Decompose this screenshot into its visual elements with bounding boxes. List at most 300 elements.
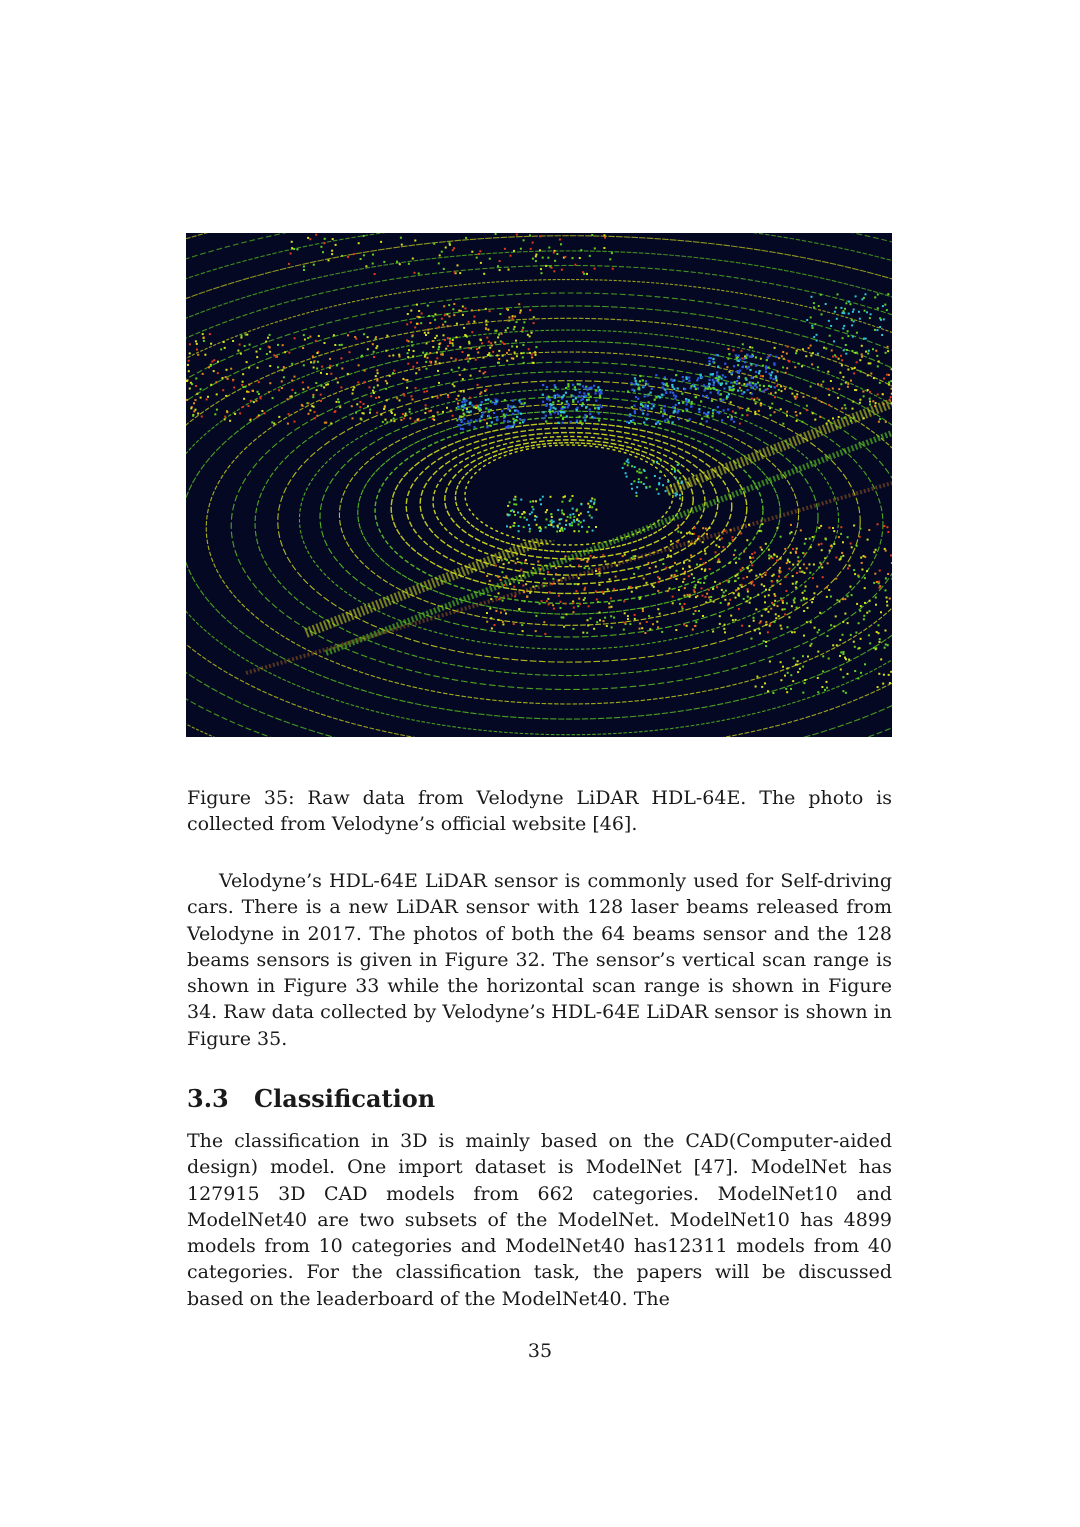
point [847,536,849,538]
point [732,536,734,538]
point [457,403,459,405]
vehicle-point [565,392,567,394]
point [763,640,765,642]
point [691,533,693,535]
point [675,629,677,631]
point [293,248,295,250]
point [888,674,890,676]
vehicle-point [710,392,712,394]
point [887,346,889,348]
point [464,368,466,370]
tree-point [581,526,583,528]
point [555,567,557,569]
point [751,347,753,349]
point [747,567,749,569]
point [229,420,231,422]
point [830,325,832,327]
point [370,395,372,397]
point [831,350,833,352]
point [753,584,755,586]
point [868,634,870,636]
point [511,357,513,359]
vehicle-point [520,413,522,415]
point [879,326,881,328]
point [803,635,805,637]
point [749,602,751,604]
point [844,598,846,600]
point [723,628,725,630]
point [876,355,878,357]
vehicle-point [599,397,601,399]
point [593,556,595,558]
point [321,366,323,368]
vehicle-point [485,407,487,409]
point [572,257,574,259]
point [874,405,876,407]
vehicle-point [688,377,690,379]
vehicle-point [745,384,747,386]
point [869,600,871,602]
point [535,354,537,356]
point [291,247,293,249]
point [489,258,491,260]
point [866,612,868,614]
point [804,543,806,545]
point [765,621,767,623]
point [853,417,855,419]
point [776,580,778,582]
point [891,388,893,390]
point [655,566,657,568]
vehicle-point [728,353,730,355]
vehicle-point [589,413,591,415]
tree-point [680,482,682,484]
point [407,352,409,354]
point [322,251,324,253]
point [291,389,293,391]
point [709,568,711,570]
tree-point [679,498,681,500]
point [394,414,396,416]
point [842,621,844,623]
point [449,244,451,246]
point [424,332,426,334]
vehicle-point [575,397,577,399]
vehicle-point [716,389,718,391]
point [762,375,764,377]
point [610,615,612,617]
tree-point [669,493,671,495]
vehicle-point [737,359,739,361]
point [756,397,758,399]
point [468,347,470,349]
vehicle-point [463,414,465,416]
vehicle-point [595,392,597,394]
point [858,622,860,624]
point [509,583,511,585]
point [584,589,586,591]
tree-point [659,471,661,473]
point [535,260,537,262]
point [864,310,866,312]
point [843,349,845,351]
point [693,589,695,591]
point [412,366,414,368]
point [861,562,863,564]
point [495,565,497,567]
point [544,578,546,580]
point [573,611,575,613]
tree-point [639,468,641,470]
vehicle-point [681,393,683,395]
point [806,409,808,411]
point [791,531,793,533]
point [719,615,721,617]
point [458,367,460,369]
vehicle-point [632,419,634,421]
point [312,396,314,398]
vehicle-point [684,388,686,390]
vehicle-point [669,416,671,418]
point [259,348,261,350]
point [475,407,477,409]
point [444,339,446,341]
point [851,594,853,596]
vehicle-point [695,388,697,390]
point [507,327,509,329]
vehicle-point [729,386,731,388]
point [363,333,365,335]
point [658,581,660,583]
vehicle-point [563,394,565,396]
point [469,358,471,360]
point [870,373,872,375]
point [569,565,571,567]
point [752,581,754,583]
vehicle-point [581,405,583,407]
point [463,391,465,393]
point [243,398,245,400]
point [553,608,555,610]
point [845,353,847,355]
point [386,382,388,384]
point [474,316,476,318]
point [863,417,865,419]
point [548,247,550,249]
point [438,382,440,384]
point [399,399,401,401]
point [487,354,489,356]
point [781,628,783,630]
point [456,398,458,400]
point [429,352,431,354]
point [627,615,629,617]
vehicle-point [672,421,674,423]
point [882,393,884,395]
point [516,558,518,560]
tree-point [628,462,630,464]
point [728,348,730,350]
point [532,586,534,588]
point [417,316,419,318]
vehicle-point [496,416,498,418]
point [878,581,880,583]
vehicle-point [470,419,472,421]
vehicle-point [577,383,579,385]
point [737,594,739,596]
point [514,316,516,318]
point [852,336,854,338]
vehicle-point [704,389,706,391]
point [206,398,208,400]
point [878,632,880,634]
point [753,620,755,622]
tree-point [550,513,552,515]
point [795,551,797,553]
point [657,590,659,592]
point [817,366,819,368]
vehicle-point [510,425,512,427]
tree-point [631,465,633,467]
point [873,377,875,379]
point [735,597,737,599]
vehicle-point [481,401,483,403]
vehicle-point [750,363,752,365]
point [383,408,385,410]
point [331,253,333,255]
point [439,362,441,364]
vehicle-point [491,401,493,403]
point [796,393,798,395]
point [873,647,875,649]
point [741,586,743,588]
point [750,569,752,571]
point [667,590,669,592]
point [406,387,408,389]
point [353,253,355,255]
tree-point [526,519,528,521]
point [275,356,277,358]
point [314,417,316,419]
point [252,390,254,392]
point [833,530,835,532]
point [838,388,840,390]
point [455,358,457,360]
point [787,667,789,669]
point [838,601,840,603]
vehicle-point [664,413,666,415]
point [503,343,505,345]
point [762,365,764,367]
point [818,567,820,569]
point [740,390,742,392]
point [820,525,822,527]
point [792,564,794,566]
tree-point [569,523,571,525]
point [522,585,524,587]
point [790,688,792,690]
vehicle-point [677,410,679,412]
point [451,369,453,371]
point [839,639,841,641]
point [826,687,828,689]
vehicle-point [566,415,568,417]
point [660,559,662,561]
vehicle-point [553,390,555,392]
point [818,629,820,631]
point [643,578,645,580]
point [551,583,553,585]
point [826,681,828,683]
point [861,356,863,358]
vehicle-point [589,408,591,410]
vehicle-point [687,420,689,422]
point [191,383,193,385]
vehicle-point [563,411,565,413]
point [485,328,487,330]
point [317,361,319,363]
point [787,672,789,674]
vehicle-point [585,406,587,408]
point [347,256,349,258]
vehicle-point [672,392,674,394]
point [773,553,775,555]
point [845,658,847,660]
point [754,552,756,554]
point [315,340,317,342]
point [761,576,763,578]
point [826,596,828,598]
point [877,686,879,688]
point [215,381,217,383]
point [706,593,708,595]
point [802,348,804,350]
point [495,610,497,612]
point [842,676,844,678]
vehicle-point [545,420,547,422]
point [399,356,401,358]
point [189,388,191,390]
point [244,386,246,388]
point [746,600,748,602]
point [631,591,633,593]
vehicle-point [495,399,497,401]
vehicle-point [599,395,601,397]
point [829,335,831,337]
vehicle-point [696,379,698,381]
point [718,558,720,560]
point [530,248,532,250]
vehicle-point [749,355,751,357]
point [208,366,210,368]
point [200,397,202,399]
vehicle-point [744,361,746,363]
point [886,597,888,599]
point [689,596,691,598]
point [884,304,886,306]
point [879,382,881,384]
point [267,337,269,339]
point [468,354,470,356]
point [876,329,878,331]
point [786,367,788,369]
point [599,575,601,577]
point [385,350,387,352]
tree-point [674,469,676,471]
vehicle-point [463,398,465,400]
vehicle-point [745,379,747,381]
point [608,602,610,604]
point [483,273,485,275]
point [742,567,744,569]
vehicle-point [715,377,717,379]
tree-point [578,530,580,532]
vehicle-point [700,423,702,425]
point [671,575,673,577]
tree-point [653,462,655,464]
point [847,673,849,675]
point [814,419,816,421]
vehicle-point [512,400,514,402]
vehicle-point [595,390,597,392]
point [533,362,535,364]
point [320,246,322,248]
vehicle-point [519,418,521,420]
point [203,340,205,342]
point [820,563,822,565]
vehicle-point [703,384,705,386]
vehicle-point [737,370,739,372]
point [313,406,315,408]
point [291,380,293,382]
point [729,542,731,544]
point [587,560,589,562]
tree-point [507,514,509,516]
point [796,607,798,609]
point [457,395,459,397]
point [490,342,492,344]
point [845,344,847,346]
point [847,386,849,388]
vehicle-point [677,387,679,389]
point [411,395,413,397]
point [523,362,525,364]
vehicle-point [718,382,720,384]
point [793,601,795,603]
point [758,530,760,532]
point [677,525,679,527]
point [777,371,779,373]
point [754,413,756,415]
tree-point [662,484,664,486]
point [518,582,520,584]
point [341,368,343,370]
point [534,351,536,353]
point [584,567,586,569]
point [189,343,191,345]
point [682,608,684,610]
vehicle-point [489,417,491,419]
tree-point [594,499,596,501]
point [818,527,820,529]
vehicle-point [653,405,655,407]
point [467,360,469,362]
point [760,530,762,532]
point [779,572,781,574]
point [502,355,504,357]
vehicle-point [666,383,668,385]
tree-point [529,528,531,530]
